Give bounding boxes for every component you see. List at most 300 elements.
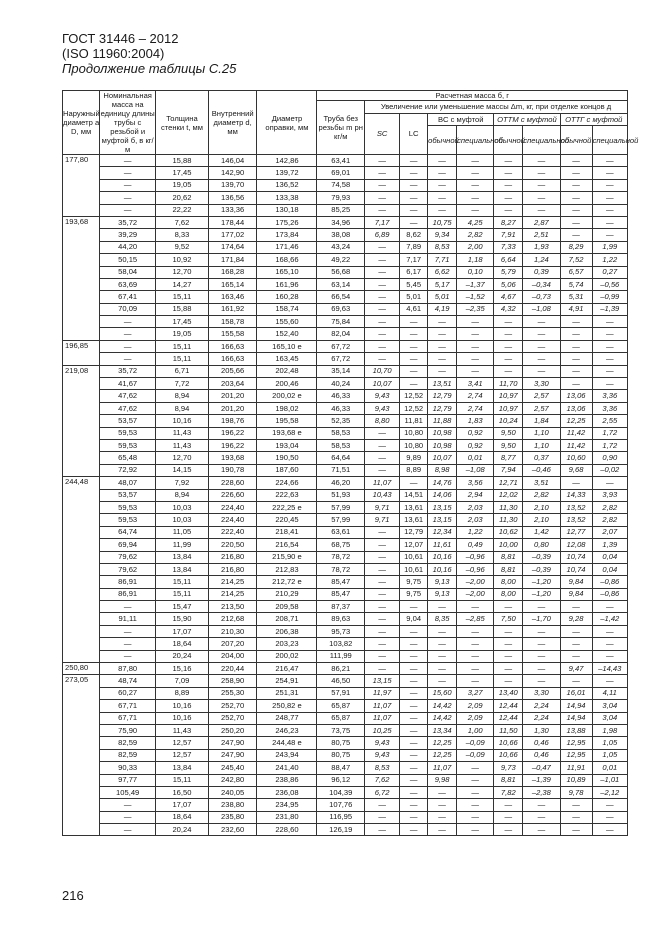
table-cell: —: [400, 650, 428, 662]
table-cell: —: [457, 167, 494, 179]
table-cell: —: [592, 204, 627, 216]
table-cell: 142,90: [208, 167, 257, 179]
table-cell: 10,66: [494, 749, 523, 761]
table-row: [63, 588, 628, 600]
table-cell: 13,15: [428, 501, 457, 513]
table-cell: 59,53: [100, 514, 156, 526]
table-cell: —: [400, 824, 428, 836]
table-cell: 87,37: [317, 601, 365, 613]
table-cell: 82,04: [317, 328, 365, 340]
table-cell: 11,07: [365, 700, 400, 712]
table-row: [63, 439, 628, 451]
table-cell: 13,84: [156, 551, 209, 563]
table-cell: –2,00: [457, 588, 494, 600]
table-cell: 11,07: [365, 477, 400, 489]
table-cell: 8,33: [156, 229, 209, 241]
table-cell: 64,64: [317, 452, 365, 464]
table-row: [63, 551, 628, 563]
table-cell: —: [428, 663, 457, 675]
table-cell: 59,53: [100, 427, 156, 439]
table-cell: 15,11: [156, 340, 209, 352]
table-cell: 11,91: [560, 762, 592, 774]
table-cell: 252,70: [208, 700, 257, 712]
table-cell: 2,57: [523, 402, 560, 414]
table-cell: —: [428, 786, 457, 798]
table-row: [63, 278, 628, 290]
table-cell: 17,45: [156, 167, 209, 179]
table-cell: 2,87: [523, 216, 560, 228]
table-cell: —: [457, 786, 494, 798]
table-cell: —: [365, 303, 400, 315]
table-cell: —: [365, 340, 400, 352]
od-cell: 244,48: [63, 477, 100, 663]
table-cell: —: [428, 192, 457, 204]
table-cell: 10,75: [428, 216, 457, 228]
table-cell: —: [100, 155, 156, 167]
table-cell: –0,46: [523, 464, 560, 476]
table-cell: —: [428, 167, 457, 179]
table-cell: 9,34: [428, 229, 457, 241]
table-cell: –1,39: [523, 774, 560, 786]
table-cell: 207,20: [208, 638, 257, 650]
table-cell: 6,71: [156, 365, 209, 377]
table-cell: —: [560, 353, 592, 365]
table-cell: 69,63: [317, 303, 365, 315]
table-cell: —: [400, 216, 428, 228]
table-cell: –2,12: [592, 786, 627, 798]
table-cell: 163,45: [257, 353, 317, 365]
table-cell: 9,89: [400, 452, 428, 464]
table-cell: —: [400, 749, 428, 761]
table-cell: 41,67: [100, 378, 156, 390]
table-cell: 1,99: [592, 241, 627, 253]
table-cell: 4,67: [494, 291, 523, 303]
table-cell: 11,30: [494, 514, 523, 526]
table-cell: 6,89: [365, 229, 400, 241]
table-cell: 220,50: [208, 539, 257, 551]
table-cell: —: [400, 340, 428, 352]
table-cell: —: [592, 192, 627, 204]
table-cell: —: [365, 316, 400, 328]
table-cell: —: [592, 365, 627, 377]
table-cell: —: [592, 625, 627, 637]
table-cell: 5,06: [494, 278, 523, 290]
table-cell: 10,74: [560, 551, 592, 563]
table-cell: 2,24: [523, 700, 560, 712]
table-cell: —: [400, 625, 428, 637]
table-cell: –0,39: [523, 563, 560, 575]
table-cell: 2,24: [523, 712, 560, 724]
table-cell: —: [457, 204, 494, 216]
table-cell: 58,53: [317, 427, 365, 439]
table-cell: 0,46: [523, 749, 560, 761]
table-cell: 8,94: [156, 402, 209, 414]
table-row: [63, 563, 628, 575]
table-cell: 13,61: [400, 514, 428, 526]
table-cell: 46,20: [317, 477, 365, 489]
table-cell: 59,53: [100, 439, 156, 451]
table-cell: 0,46: [523, 737, 560, 749]
table-cell: 104,39: [317, 786, 365, 798]
table-cell: 8,35: [428, 613, 457, 625]
table-cell: 238,86: [257, 774, 317, 786]
table-cell: 15,11: [156, 588, 209, 600]
table-cell: 232,60: [208, 824, 257, 836]
table-cell: —: [428, 204, 457, 216]
standard-code: ГОСТ 31446 – 2012: [62, 31, 179, 46]
table-cell: 4,25: [457, 216, 494, 228]
table-cell: 10,61: [400, 563, 428, 575]
table-cell: 2,10: [523, 514, 560, 526]
header-drift: Диаметр оправки, мм: [257, 91, 317, 155]
table-cell: —: [592, 638, 627, 650]
table-cell: 195,58: [257, 415, 317, 427]
table-cell: 12,95: [560, 749, 592, 761]
table-cell: 12,79: [428, 402, 457, 414]
table-cell: 87,80: [100, 663, 156, 675]
table-cell: 13,84: [156, 762, 209, 774]
table-cell: 3,27: [457, 687, 494, 699]
table-cell: 4,19: [428, 303, 457, 315]
table-cell: —: [400, 774, 428, 786]
table-cell: 78,72: [317, 551, 365, 563]
table-cell: —: [100, 316, 156, 328]
table-cell: 224,40: [208, 501, 257, 513]
table-cell: –0,73: [523, 291, 560, 303]
table-cell: —: [592, 229, 627, 241]
table-cell: 202,48: [257, 365, 317, 377]
table-cell: 15,11: [156, 291, 209, 303]
table-cell: 47,62: [100, 390, 156, 402]
table-cell: 7,52: [560, 254, 592, 266]
table-cell: —: [494, 663, 523, 675]
table-cell: 16,50: [156, 786, 209, 798]
header-mass-change: Увеличение или уменьшение массы Δm, кг, при отделке концов д: [365, 101, 628, 114]
table-cell: 2,57: [523, 390, 560, 402]
table-cell: 19,05: [156, 179, 209, 191]
table-cell: 8,89: [156, 687, 209, 699]
table-cell: –0,99: [592, 291, 627, 303]
table-cell: 8,81: [494, 551, 523, 563]
table-cell: 10,61: [400, 551, 428, 563]
table-cell: 7,62: [365, 774, 400, 786]
table-cell: 10,03: [156, 501, 209, 513]
table-cell: 10,97: [494, 402, 523, 414]
table-cell: 0,49: [457, 539, 494, 551]
table-cell: –0,02: [592, 464, 627, 476]
table-cell: —: [365, 539, 400, 551]
table-cell: 177,02: [208, 229, 257, 241]
table-cell: 3,41: [457, 378, 494, 390]
table-cell: 107,76: [317, 799, 365, 811]
table-cell: 9,75: [400, 588, 428, 600]
table-cell: 160,28: [257, 291, 317, 303]
table-cell: —: [100, 167, 156, 179]
table-cell: 86,91: [100, 588, 156, 600]
header-ottg: ОТТГ с муфтой: [560, 113, 628, 126]
table-cell: 10,92: [156, 254, 209, 266]
table-cell: 97,77: [100, 774, 156, 786]
table-cell: 6,62: [428, 266, 457, 278]
table-cell: 51,93: [317, 489, 365, 501]
table-cell: 8,94: [156, 489, 209, 501]
table-cell: 2,03: [457, 514, 494, 526]
table-cell: 10,98: [428, 427, 457, 439]
table-cell: —: [494, 316, 523, 328]
table-cell: 12,57: [156, 749, 209, 761]
table-cell: 247,90: [208, 749, 257, 761]
table-cell: 8,27: [494, 216, 523, 228]
table-cell: 15,88: [156, 155, 209, 167]
table-cell: 38,08: [317, 229, 365, 241]
table-cell: —: [494, 811, 523, 823]
table-cell: 13,52: [560, 501, 592, 513]
table-cell: —: [400, 179, 428, 191]
table-row: [63, 663, 628, 675]
table-cell: 13,61: [400, 501, 428, 513]
table-cell: 2,74: [457, 390, 494, 402]
table-cell: 2,82: [592, 514, 627, 526]
table-cell: 7,17: [365, 216, 400, 228]
table-cell: 210,30: [208, 625, 257, 637]
table-row: [63, 477, 628, 489]
table-body: [63, 155, 628, 836]
table-cell: –0,56: [592, 278, 627, 290]
table-cell: —: [560, 650, 592, 662]
table-cell: —: [400, 799, 428, 811]
table-cell: 2,00: [457, 241, 494, 253]
table-cell: 10,07: [428, 452, 457, 464]
table-cell: 240,05: [208, 786, 257, 798]
table-cell: 1,98: [592, 724, 627, 736]
table-cell: —: [523, 155, 560, 167]
table-cell: 58,53: [317, 439, 365, 451]
table-cell: —: [365, 167, 400, 179]
table-cell: —: [400, 365, 428, 377]
table-cell: 60,27: [100, 687, 156, 699]
od-cell: 193,68: [63, 216, 100, 340]
table-cell: —: [428, 179, 457, 191]
table-cell: 85,47: [317, 576, 365, 588]
table-cell: 111,99: [317, 650, 365, 662]
table-cell: 56,68: [317, 266, 365, 278]
table-cell: 0,04: [592, 551, 627, 563]
table-cell: 12,07: [400, 539, 428, 551]
table-cell: —: [365, 526, 400, 538]
table-cell: —: [457, 365, 494, 377]
table-cell: 13,52: [560, 514, 592, 526]
table-cell: —: [428, 328, 457, 340]
table-row: [63, 724, 628, 736]
table-cell: 0,92: [457, 439, 494, 451]
table-cell: 16,01: [560, 687, 592, 699]
table-cell: 193,68: [208, 452, 257, 464]
table-cell: —: [365, 353, 400, 365]
table-cell: 2,03: [457, 501, 494, 513]
table-cell: —: [494, 675, 523, 687]
table-cell: 11,70: [494, 378, 523, 390]
table-cell: —: [400, 663, 428, 675]
table-cell: 163,46: [208, 291, 257, 303]
table-cell: 222,63: [257, 489, 317, 501]
table-row: [63, 675, 628, 687]
table-cell: 11,42: [560, 427, 592, 439]
table-cell: —: [592, 601, 627, 613]
table-cell: —: [592, 179, 627, 191]
header-lc: LC: [400, 113, 428, 155]
table-cell: 214,25: [208, 576, 257, 588]
table-cell: —: [494, 824, 523, 836]
table-cell: —: [592, 340, 627, 352]
table-cell: 88,47: [317, 762, 365, 774]
table-cell: —: [457, 774, 494, 786]
table-cell: —: [592, 477, 627, 489]
table-cell: —: [494, 340, 523, 352]
table-cell: —: [457, 663, 494, 675]
od-cell: 219,08: [63, 365, 100, 477]
table-cell: —: [400, 712, 428, 724]
table-cell: 1,72: [592, 427, 627, 439]
table-cell: 8,53: [428, 241, 457, 253]
table-cell: 10,89: [560, 774, 592, 786]
page-number: 216: [62, 888, 84, 903]
table-cell: —: [365, 638, 400, 650]
table-cell: –1,37: [457, 278, 494, 290]
table-cell: 10,16: [156, 415, 209, 427]
table-cell: —: [400, 700, 428, 712]
table-cell: 174,64: [208, 241, 257, 253]
table-cell: —: [400, 638, 428, 650]
table-cell: —: [365, 179, 400, 191]
table-cell: 1,84: [523, 415, 560, 427]
table-cell: 201,20: [208, 402, 257, 414]
table-cell: —: [365, 588, 400, 600]
table-cell: —: [100, 340, 156, 352]
table-cell: 63,61: [317, 526, 365, 538]
table-cell: —: [457, 340, 494, 352]
table-cell: —: [494, 365, 523, 377]
table-cell: —: [428, 799, 457, 811]
table-cell: —: [400, 675, 428, 687]
table-cell: 226,60: [208, 489, 257, 501]
table-cell: 190,50: [257, 452, 317, 464]
table-cell: 15,47: [156, 601, 209, 613]
table-cell: —: [428, 638, 457, 650]
table-cell: 8,53: [365, 762, 400, 774]
table-cell: 139,72: [257, 167, 317, 179]
table-cell: 7,72: [156, 378, 209, 390]
table-cell: 12,25: [560, 415, 592, 427]
table-cell: 9,50: [494, 427, 523, 439]
table-cell: —: [523, 625, 560, 637]
table-cell: 17,45: [156, 316, 209, 328]
table-cell: —: [100, 638, 156, 650]
table-cell: 10,24: [494, 415, 523, 427]
table-cell: 80,75: [317, 737, 365, 749]
od-cell: 273,05: [63, 675, 100, 836]
table-cell: 15,11: [156, 576, 209, 588]
table-cell: 203,23: [257, 638, 317, 650]
table-cell: 206,38: [257, 625, 317, 637]
table-cell: 8,81: [494, 774, 523, 786]
table-cell: 9,78: [560, 786, 592, 798]
table-cell: 203,64: [208, 378, 257, 390]
table-cell: 139,70: [208, 179, 257, 191]
table-cell: 200,02 е: [257, 390, 317, 402]
table-cell: 57,99: [317, 514, 365, 526]
table-cell: 11,43: [156, 724, 209, 736]
table-cell: 5,01: [400, 291, 428, 303]
table-cell: 13,51: [428, 378, 457, 390]
table-cell: 212,72 е: [257, 576, 317, 588]
table-cell: 11,61: [428, 539, 457, 551]
table-cell: 1,05: [592, 737, 627, 749]
table-cell: —: [400, 601, 428, 613]
table-cell: 90,33: [100, 762, 156, 774]
table-cell: 12,44: [494, 712, 523, 724]
table-cell: –1,20: [523, 588, 560, 600]
table-cell: —: [365, 241, 400, 253]
table-cell: 7,50: [494, 613, 523, 625]
table-cell: —: [457, 824, 494, 836]
table-cell: 155,58: [208, 328, 257, 340]
table-cell: 9,84: [560, 576, 592, 588]
table-cell: 9,52: [156, 241, 209, 253]
table-cell: –0,39: [523, 551, 560, 563]
table-cell: —: [523, 601, 560, 613]
table-row: [63, 539, 628, 551]
table-cell: 75,84: [317, 316, 365, 328]
table-cell: 161,92: [208, 303, 257, 315]
table-cell: 71,51: [317, 464, 365, 476]
table-cell: 49,22: [317, 254, 365, 266]
table-cell: 11,07: [428, 762, 457, 774]
table-cell: 10,07: [365, 378, 400, 390]
table-cell: 8,00: [494, 576, 523, 588]
table-cell: 161,96: [257, 278, 317, 290]
table-cell: 96,12: [317, 774, 365, 786]
table-row: [63, 601, 628, 613]
table-cell: 73,75: [317, 724, 365, 736]
table-cell: —: [560, 625, 592, 637]
table-cell: –1,39: [592, 303, 627, 315]
table-cell: —: [365, 155, 400, 167]
table-cell: —: [428, 316, 457, 328]
table-cell: —: [100, 650, 156, 662]
table-cell: 4,61: [400, 303, 428, 315]
table-cell: 12,79: [428, 390, 457, 402]
table-cell: 79,62: [100, 551, 156, 563]
table-cell: 11,99: [156, 539, 209, 551]
table-cell: –0,86: [592, 576, 627, 588]
header-bc-special: специальной: [457, 126, 494, 155]
table-cell: 74,58: [317, 179, 365, 191]
table-cell: —: [457, 353, 494, 365]
table-cell: 10,74: [560, 563, 592, 575]
table-cell: 1,18: [457, 254, 494, 266]
table-cell: 193,04: [257, 439, 317, 451]
table-cell: 8,81: [494, 563, 523, 575]
table-cell: —: [523, 638, 560, 650]
table-cell: 10,62: [494, 526, 523, 538]
table-cell: 79,93: [317, 192, 365, 204]
table-row: [63, 427, 628, 439]
table-cell: 116,95: [317, 811, 365, 823]
table-cell: 11,88: [428, 415, 457, 427]
table-cell: 9,73: [494, 762, 523, 774]
table-cell: 11,42: [560, 439, 592, 451]
table-cell: 82,59: [100, 749, 156, 761]
